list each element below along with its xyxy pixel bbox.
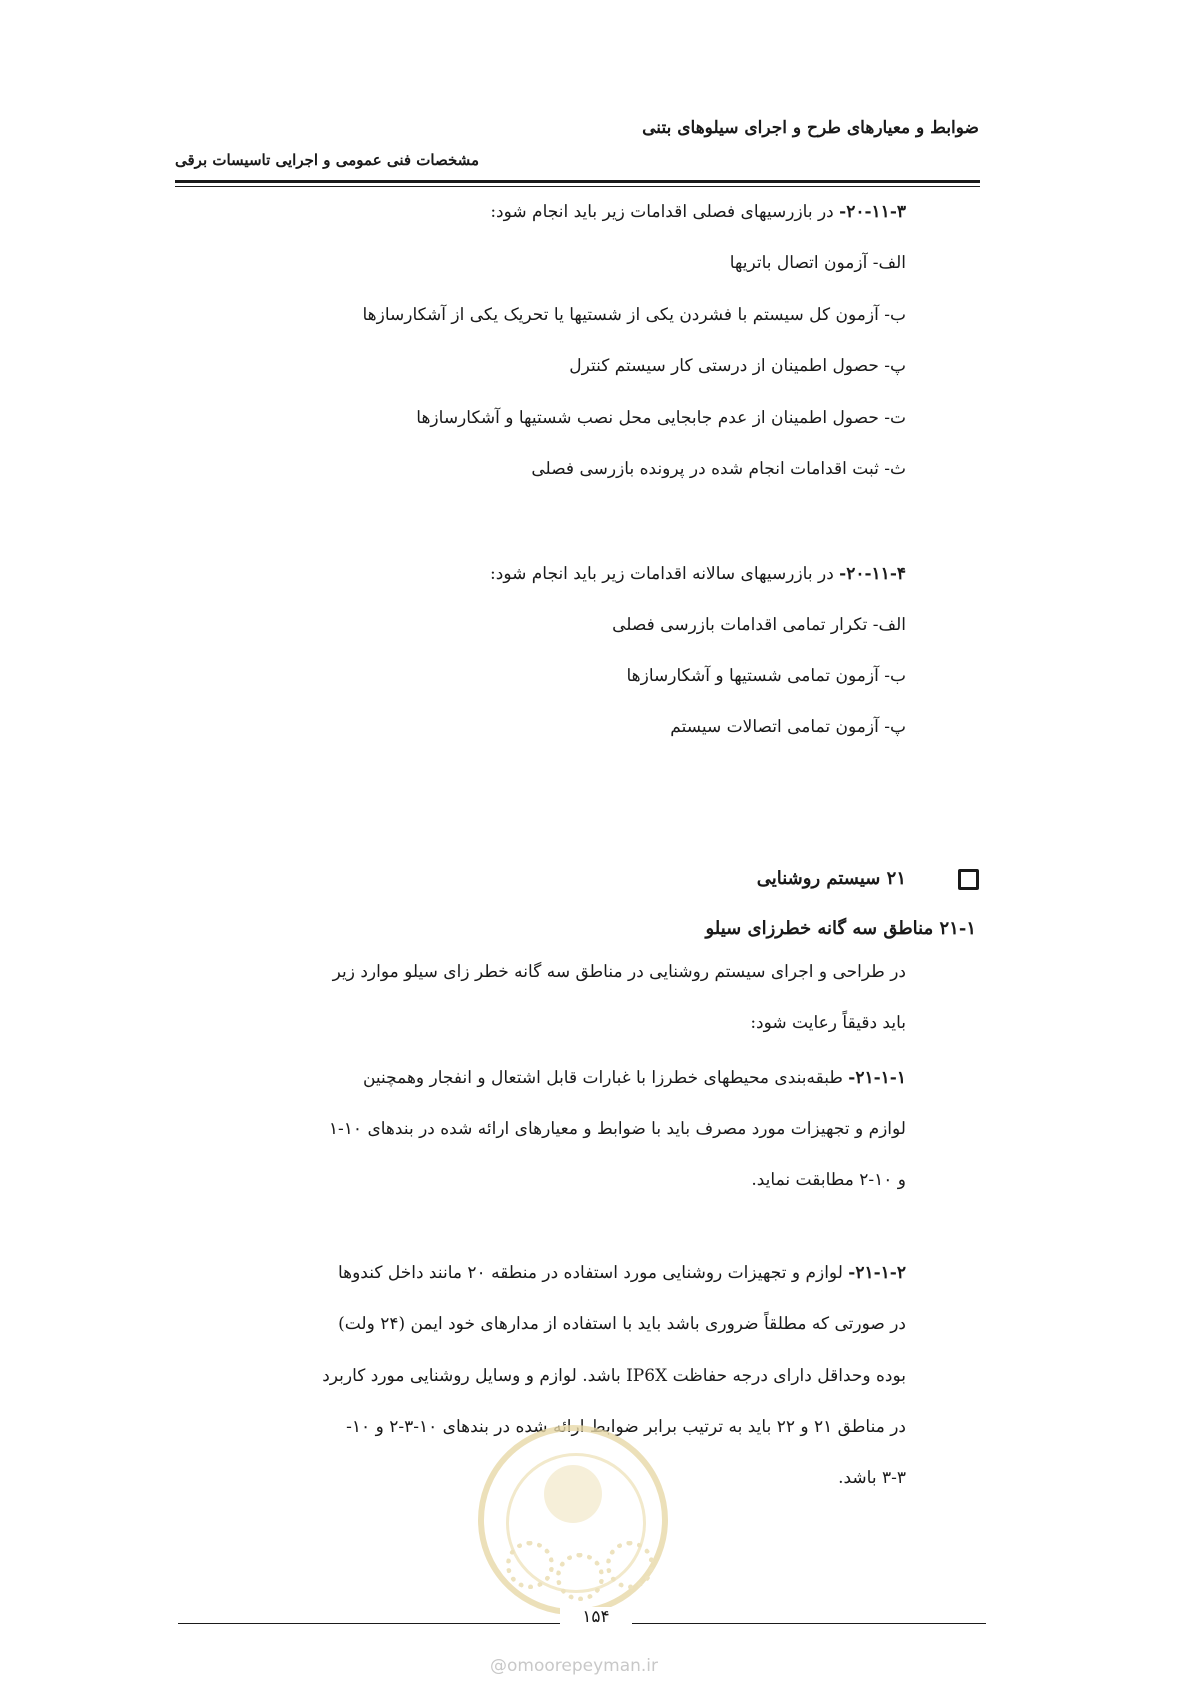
paragraph-line: طبقه‌بندی محیطهای خطرزا با غبارات قابل اشتعال و انفجار وهمچنین: [362, 1068, 849, 1088]
stamp-emblem-icon: [544, 1465, 602, 1523]
section-checkbox-icon: [958, 869, 979, 890]
list-item: ت- حصول اطمینان از عدم جابجایی محل نصب شستیها و آشکارسازها: [416, 408, 906, 428]
gear-icon: [556, 1553, 604, 1601]
list-item: الف- تکرار تمامی اقدامات بازرسی فصلی: [612, 615, 906, 635]
paragraph-line: و ۱۰-۲ مطابقت نماید.: [751, 1170, 906, 1190]
list-item: ب- آزمون تمامی شستیها و آشکارسازها: [626, 666, 906, 686]
header-title: ضوابط و معیارهای طرح و اجرای سیلوهای بتنی: [642, 118, 979, 138]
header-rule-thin: [175, 186, 980, 187]
clause-number: ۲۱-۱-۱-: [848, 1068, 906, 1088]
header-subtitle: مشخصات فنی عمومی و اجرایی تاسیسات برقی: [175, 151, 480, 169]
section-21-1-heading: ۲۱-۱ مناطق سه گانه خطرزای سیلو: [705, 918, 976, 939]
list-item: الف- آزمون اتصال باتریها: [729, 253, 906, 273]
gear-icon: [506, 1541, 554, 1589]
page-number: ۱۵۴: [560, 1607, 632, 1627]
paragraph-line: ۳-۳ باشد.: [838, 1468, 906, 1488]
paragraph-line: در صورتی که مطلقاً ضروری باشد باید با استفاده از مدارهای خود ایمن (۲۴ ولت): [338, 1314, 906, 1334]
clause-21-1-2: [178, 1265, 906, 1282]
paragraph-line: لوازم و تجهیزات مورد مصرف باید با ضوابط و معیارهای ارائه شده در بندهای ۱۰-۱: [328, 1119, 906, 1139]
paragraph-line: در طراحی و اجرای سیستم روشنایی در مناطق سه گانه خطر زای سیلو موارد زیر: [332, 962, 906, 982]
list-item: پ- آزمون تمامی اتصالات سیستم: [670, 717, 906, 737]
list-item: پ- حصول اطمینان از درستی کار سیستم کنترل: [569, 356, 906, 376]
clause-21-1-1: [178, 1070, 906, 1087]
paragraph-line: در مناطق ۲۱ و ۲۲ باید به ترتیب برابر ضوابط ارائه شده در بندهای ۱۰-۳-۲ و ۱۰-: [346, 1417, 906, 1437]
clause-intro: در بازرسیهای سالانه اقدامات زیر باید انجام شود:: [490, 564, 840, 584]
header-rule-thick: [175, 180, 980, 183]
gear-icon: [606, 1541, 654, 1589]
paragraph-line: لوازم و تجهیزات روشنایی مورد استفاده در منطقه ۲۰ مانند داخل کندوها: [337, 1263, 849, 1283]
clause-intro: در بازرسیهای فصلی اقدامات زیر باید انجام شود:: [490, 202, 840, 222]
list-item: ب- آزمون کل سیستم با فشردن یکی از شستیها یا تحریک یکی از آشکارسازها: [362, 305, 906, 325]
section-21-heading: ۲۱ سیستم روشنایی: [756, 868, 906, 889]
clause-20-11-4: [490, 566, 906, 583]
site-watermark: @omoorepeyman.ir: [490, 1656, 659, 1676]
list-item: ث- ثبت اقدامات انجام شده در پرونده بازرسی فصلی: [531, 459, 906, 479]
paragraph-line: باید دقیقاً رعایت شود:: [750, 1013, 906, 1033]
seal-stamp-watermark: [478, 1425, 668, 1615]
paragraph-line: بوده وحداقل دارای درجه حفاظت IP6X باشد. لوازم و وسایل روشنایی مورد کاربرد: [322, 1366, 906, 1386]
clause-20-11-3: [490, 204, 906, 221]
clause-number: ۲۱-۱-۲-: [848, 1263, 906, 1283]
clause-number: ۲۰-۱۱-۴-: [839, 564, 906, 584]
clause-number: ۲۰-۱۱-۳-: [839, 202, 906, 222]
